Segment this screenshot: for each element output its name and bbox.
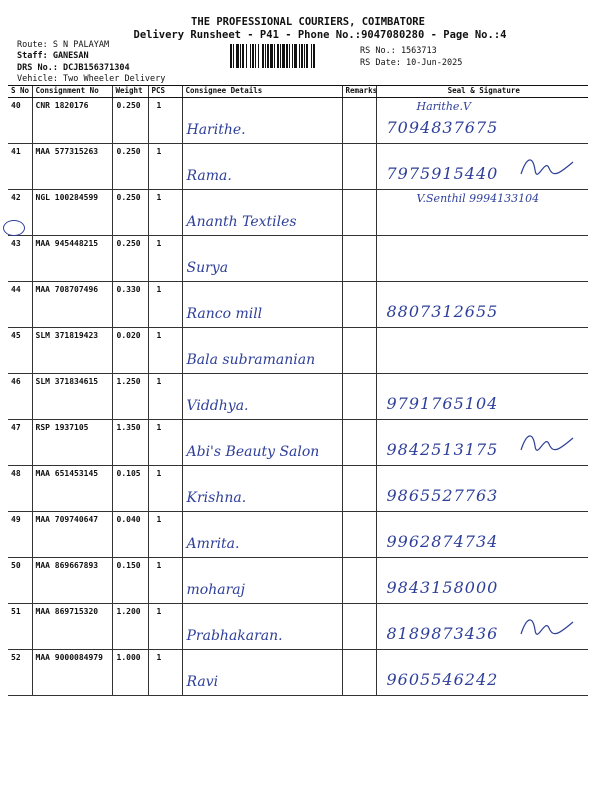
consignment-number-cell	[32, 512, 112, 558]
consignee-cell	[182, 374, 342, 420]
sno-cell	[8, 420, 32, 466]
handwritten-phone-number: 8189873436	[386, 624, 499, 643]
table-header-row	[8, 86, 588, 98]
weight-text: 0.250	[116, 239, 141, 248]
handwritten-phone-number: 9962874734	[386, 532, 499, 551]
signature-cell	[376, 558, 588, 604]
signature-cell	[376, 466, 588, 512]
barcode-bar	[252, 44, 254, 68]
weight-cell	[112, 650, 148, 696]
signature-cell	[376, 604, 588, 650]
consignment-number-cell	[32, 374, 112, 420]
handwritten-circle-mark	[3, 220, 25, 236]
signature-cell	[376, 512, 588, 558]
barcode-bar	[313, 44, 315, 68]
drs-info: DRS No.: DCJB156371304	[17, 63, 130, 73]
weight-cell	[112, 236, 148, 282]
header-signature: Seal & Signature	[376, 86, 588, 98]
consignment-number-cell	[32, 604, 112, 650]
pcs-cell	[148, 144, 182, 190]
handwritten-consignee-name: Abi's Beauty Salon	[186, 444, 320, 460]
consignment-number-text: MAA 651453145	[35, 469, 99, 478]
table-row	[8, 144, 588, 190]
barcode-bar	[230, 44, 232, 68]
signature-stroke	[521, 436, 573, 450]
remarks-cell	[342, 604, 376, 650]
pcs-text: 1	[156, 239, 162, 248]
signature-cell	[376, 144, 588, 190]
sno-text: 47	[11, 423, 21, 432]
weight-cell	[112, 98, 148, 144]
consignee-cell	[182, 144, 342, 190]
table-row	[8, 236, 588, 282]
weight-text: 0.250	[116, 147, 141, 156]
weight-cell	[112, 144, 148, 190]
rs-number: RS No.: 1563713	[360, 46, 437, 56]
consignment-number-text: MAA 869667893	[35, 561, 99, 570]
consignment-number-text: SLM 371834615	[35, 377, 99, 386]
handwritten-consignee-name: Prabhakaran.	[186, 628, 283, 644]
pcs-text: 1	[156, 607, 162, 616]
pcs-cell	[148, 512, 182, 558]
pcs-cell	[148, 604, 182, 650]
weight-text: 0.020	[116, 331, 141, 340]
handwritten-consignee-name: Krishna.	[186, 490, 247, 506]
pcs-cell	[148, 282, 182, 328]
sno-text: 42	[11, 193, 21, 202]
barcode-bar	[280, 44, 281, 68]
consignee-cell	[182, 420, 342, 466]
handwritten-phone-number: 9865527763	[386, 486, 499, 505]
sno-cell	[8, 512, 32, 558]
sno-cell	[8, 328, 32, 374]
header-pcs: PCS	[148, 86, 182, 98]
consignment-number-text: MAA 869715320	[35, 607, 99, 616]
handwritten-signature-text: Harithe.V	[416, 100, 471, 113]
sno-text: 49	[11, 515, 21, 524]
sno-cell	[8, 282, 32, 328]
consignee-cell	[182, 604, 342, 650]
staff-info: Staff: GANESAN	[17, 51, 89, 61]
handwritten-phone-number: 9605546242	[386, 670, 499, 689]
pcs-text: 1	[156, 193, 162, 202]
consignment-number-cell	[32, 282, 112, 328]
handwritten-consignee-name: moharaj	[186, 582, 245, 598]
remarks-cell	[342, 466, 376, 512]
pcs-text: 1	[156, 377, 162, 386]
header-weight: Weight	[112, 86, 148, 98]
barcode-bar	[262, 44, 264, 68]
signature-cell	[376, 190, 588, 236]
handwritten-signature-text: V.Senthil 9994133104	[416, 192, 540, 205]
sno-text: 41	[11, 147, 21, 156]
pcs-cell	[148, 98, 182, 144]
barcode-bar	[250, 44, 251, 68]
signature-cell	[376, 98, 588, 144]
consignee-cell	[182, 236, 342, 282]
signature-cell	[376, 328, 588, 374]
vehicle-info: Vehicle: Two Wheeler Delivery	[17, 74, 166, 84]
signature-scribble	[517, 612, 577, 642]
sno-text: 43	[11, 239, 21, 248]
sno-text: 48	[11, 469, 21, 478]
consignment-number-text: RSP 1937105	[35, 423, 89, 432]
barcode	[230, 44, 354, 68]
consignment-number-cell	[32, 558, 112, 604]
remarks-cell	[342, 190, 376, 236]
handwritten-phone-number: 9843158000	[386, 578, 499, 597]
consignment-number-cell	[32, 144, 112, 190]
consignment-number-text: MAA 9000084979	[35, 653, 103, 662]
handwritten-consignee-name: Rama.	[186, 168, 232, 184]
consignee-cell	[182, 98, 342, 144]
signature-cell	[376, 282, 588, 328]
weight-text: 1.000	[116, 653, 141, 662]
weight-text: 1.350	[116, 423, 141, 432]
company-title: THE PROFESSIONAL COURIERS, COIMBATORE	[191, 16, 425, 28]
sno-cell	[8, 604, 32, 650]
weight-text: 0.250	[116, 193, 141, 202]
consignment-number-text: MAA 577315263	[35, 147, 99, 156]
weight-text: 0.105	[116, 469, 141, 478]
weight-cell	[112, 558, 148, 604]
rs-date: RS Date: 10-Jun-2025	[360, 58, 463, 68]
pcs-text: 1	[156, 515, 162, 524]
handwritten-consignee-name: Viddhya.	[186, 398, 249, 414]
consignment-number-text: SLM 371819423	[35, 331, 99, 340]
sno-cell	[8, 558, 32, 604]
header-consignee: Consignee Details	[182, 86, 342, 98]
pcs-cell	[148, 374, 182, 420]
weight-text: 0.040	[116, 515, 141, 524]
pcs-cell	[148, 236, 182, 282]
pcs-cell	[148, 328, 182, 374]
handwritten-consignee-name: Surya	[186, 260, 229, 276]
remarks-cell	[342, 236, 376, 282]
table-row	[8, 604, 588, 650]
handwritten-consignee-name: Ranco mill	[186, 306, 263, 322]
signature-stroke	[521, 160, 573, 174]
consignment-number-cell	[32, 98, 112, 144]
consignment-number-text: MAA 709740647	[35, 515, 99, 524]
barcode-bar	[240, 44, 241, 68]
table-row	[8, 328, 588, 374]
handwritten-phone-number: 8807312655	[386, 302, 499, 321]
consignment-number-cell	[32, 420, 112, 466]
table-row	[8, 512, 588, 558]
weight-cell	[112, 512, 148, 558]
sno-text: 50	[11, 561, 21, 570]
weight-cell	[112, 604, 148, 650]
consignee-cell	[182, 190, 342, 236]
consignment-number-cell	[32, 236, 112, 282]
sno-cell	[8, 374, 32, 420]
signature-stroke	[521, 620, 573, 634]
handwritten-consignee-name: Bala subramanian	[186, 352, 316, 368]
sno-text: 40	[11, 101, 21, 110]
remarks-cell	[342, 650, 376, 696]
table-row	[8, 374, 588, 420]
weight-cell	[112, 420, 148, 466]
consignment-number-cell	[32, 328, 112, 374]
barcode-bar	[267, 44, 269, 68]
handwritten-phone-number: 7094837675	[386, 118, 499, 137]
pcs-text: 1	[156, 653, 162, 662]
header-sno: S No	[8, 86, 32, 98]
consignment-number-text: NGL 100284599	[35, 193, 99, 202]
remarks-cell	[342, 144, 376, 190]
barcode-bar	[265, 44, 266, 68]
pcs-cell	[148, 558, 182, 604]
consignee-cell	[182, 558, 342, 604]
consignment-number-cell	[32, 466, 112, 512]
sno-cell	[8, 144, 32, 190]
remarks-cell	[342, 328, 376, 374]
consignment-number-text: CNR 1820176	[35, 101, 89, 110]
pcs-text: 1	[156, 561, 162, 570]
remarks-cell	[342, 558, 376, 604]
signature-cell	[376, 420, 588, 466]
table-row	[8, 420, 588, 466]
table-row	[8, 98, 588, 144]
header-remarks: Remarks	[342, 86, 376, 98]
remarks-cell	[342, 420, 376, 466]
sno-text: 44	[11, 285, 21, 294]
weight-cell	[112, 282, 148, 328]
consignment-number-text: MAA 708707496	[35, 285, 99, 294]
barcode-bar	[242, 44, 244, 68]
signature-cell	[376, 236, 588, 282]
route-info: Route: S N PALAYAM	[17, 40, 110, 50]
header-consignment: Consignment No	[32, 86, 112, 98]
consignee-cell	[182, 650, 342, 696]
barcode-bar	[233, 44, 234, 68]
handwritten-consignee-name: Amrita.	[186, 536, 240, 552]
remarks-cell	[342, 282, 376, 328]
remarks-cell	[342, 98, 376, 144]
barcode-bar	[306, 44, 308, 68]
sno-text: 52	[11, 653, 21, 662]
weight-cell	[112, 190, 148, 236]
barcode-bar	[286, 44, 288, 68]
remarks-cell	[342, 512, 376, 558]
pcs-cell	[148, 650, 182, 696]
sno-cell	[8, 236, 32, 282]
signature-scribble	[517, 152, 577, 182]
consignee-cell	[182, 466, 342, 512]
pcs-cell	[148, 420, 182, 466]
handwritten-consignee-name: Ravi	[186, 674, 219, 690]
barcode-bar	[258, 44, 259, 68]
remarks-cell	[342, 374, 376, 420]
signature-scribble	[517, 428, 577, 458]
consignee-cell	[182, 328, 342, 374]
consignee-cell	[182, 282, 342, 328]
consignee-cell	[182, 512, 342, 558]
handwritten-consignee-name: Harithe.	[186, 122, 246, 138]
table-row	[8, 466, 588, 512]
pcs-text: 1	[156, 423, 162, 432]
barcode-bar	[274, 44, 275, 68]
sno-cell	[8, 466, 32, 512]
consignment-number-text: MAA 945448215	[35, 239, 99, 248]
barcode-bar	[255, 44, 256, 68]
sno-text: 45	[11, 331, 21, 340]
weight-text: 1.250	[116, 377, 141, 386]
pcs-text: 1	[156, 101, 162, 110]
pcs-text: 1	[156, 147, 162, 156]
consignment-number-cell	[32, 650, 112, 696]
table-row	[8, 282, 588, 328]
pcs-text: 1	[156, 331, 162, 340]
runsheet-table	[8, 85, 588, 696]
signature-cell	[376, 650, 588, 696]
barcode-bar	[270, 44, 273, 68]
sno-cell	[8, 650, 32, 696]
sno-text: 46	[11, 377, 21, 386]
barcode-bar	[299, 44, 300, 68]
pcs-text: 1	[156, 285, 162, 294]
sno-text: 51	[11, 607, 21, 616]
weight-cell	[112, 374, 148, 420]
barcode-bar	[289, 44, 290, 68]
pcs-cell	[148, 190, 182, 236]
weight-text: 0.150	[116, 561, 141, 570]
table-row	[8, 190, 588, 236]
barcode-bar	[304, 44, 305, 68]
pcs-text: 1	[156, 469, 162, 478]
barcode-bar	[277, 44, 279, 68]
pcs-cell	[148, 466, 182, 512]
barcode-bar	[292, 44, 293, 68]
handwritten-phone-number: 7975915440	[386, 164, 499, 183]
barcode-bar	[301, 44, 303, 68]
consignment-number-cell	[32, 190, 112, 236]
handwritten-consignee-name: Ananth Textiles	[186, 214, 297, 230]
weight-cell	[112, 328, 148, 374]
weight-text: 0.330	[116, 285, 141, 294]
signature-cell	[376, 374, 588, 420]
sno-cell	[8, 98, 32, 144]
weight-cell	[112, 466, 148, 512]
barcode-bar	[246, 44, 247, 68]
barcode-bar	[282, 44, 285, 68]
weight-text: 0.250	[116, 101, 141, 110]
handwritten-phone-number: 9842513175	[386, 440, 499, 459]
runsheet-title: Delivery Runsheet - P41 - Phone No.:9047080280 - Page No.:4	[133, 29, 507, 41]
table-row	[8, 650, 588, 696]
handwritten-phone-number: 9791765104	[386, 394, 499, 413]
weight-text: 1.200	[116, 607, 141, 616]
barcode-bar	[294, 44, 297, 68]
table-row	[8, 558, 588, 604]
barcode-bar	[311, 44, 312, 68]
barcode-bar	[236, 44, 239, 68]
